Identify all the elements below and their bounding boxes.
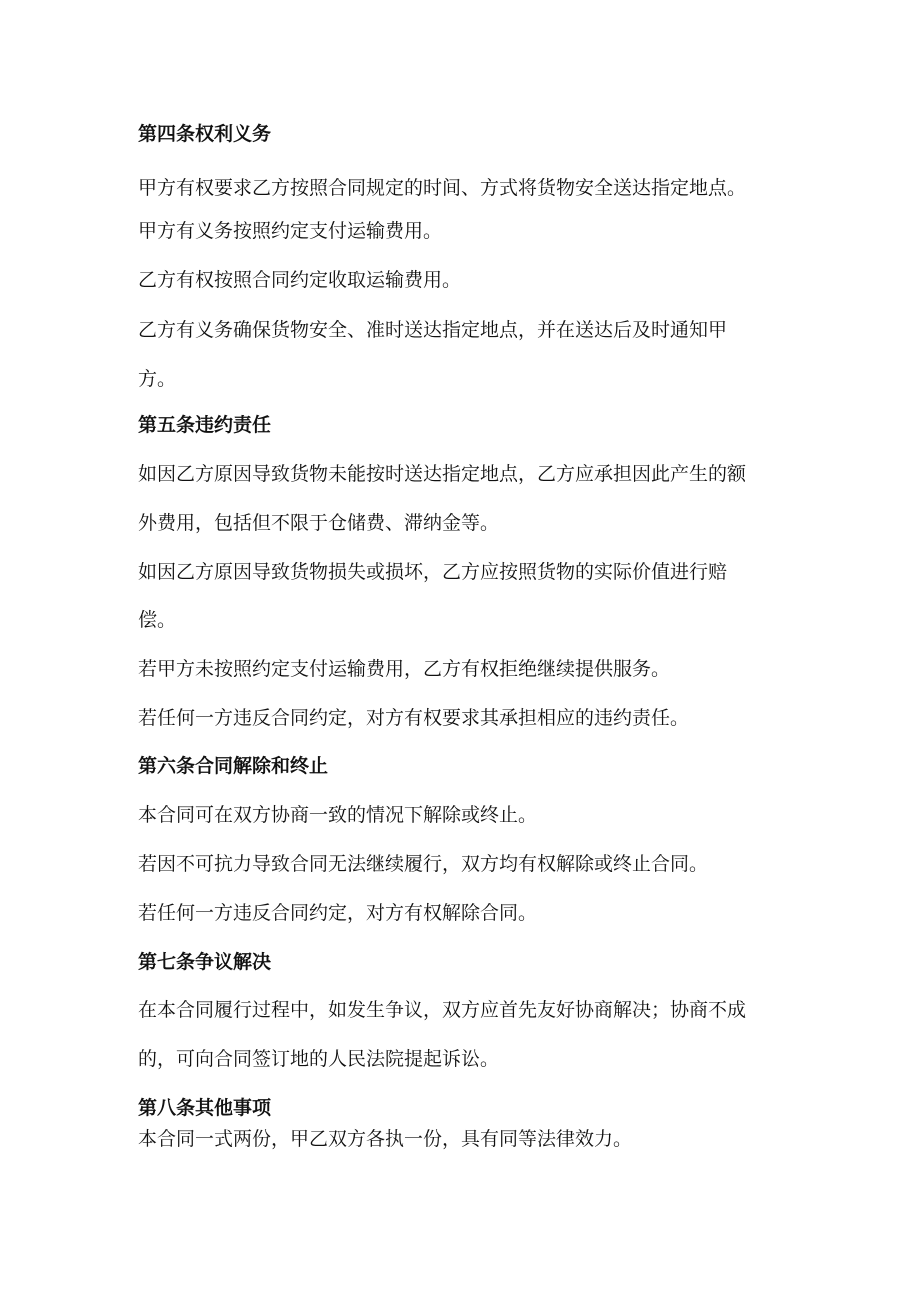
article-4-paragraph-4-line-1: 乙方有义务确保货物安全、准时送达指定地点，并在送达后及时通知甲 — [138, 319, 728, 341]
article-7-heading: 第七条争议解决 — [138, 951, 272, 973]
article-5-heading: 第五条违约责任 — [138, 414, 272, 436]
article-5-paragraph-1-line-2: 外费用，包括但不限于仓储费、滞纳金等。 — [138, 512, 500, 534]
article-7-paragraph-1-line-2: 的，可向合同签订地的人民法院提起诉讼。 — [138, 1048, 500, 1070]
article-7-paragraph-1-line-1: 在本合同履行过程中，如发生争议，双方应首先友好协商解决；协商不成 — [138, 999, 747, 1021]
article-8-heading: 第八条其他事项 — [138, 1097, 272, 1119]
article-6-heading: 第六条合同解除和终止 — [138, 755, 329, 777]
article-5-paragraph-2-line-2: 偿。 — [138, 609, 177, 631]
article-4-heading: 第四条权利义务 — [138, 123, 272, 145]
article-5-paragraph-2-line-1: 如因乙方原因导致货物损失或损坏，乙方应按照货物的实际价值进行赔 — [138, 561, 728, 583]
article-4-paragraph-1: 甲方有权要求乙方按照合同规定的时间、方式将货物安全送达指定地点。 — [138, 177, 747, 199]
article-6-paragraph-2: 若因不可抗力导致合同无法继续履行，双方均有权解除或终止合同。 — [138, 853, 709, 875]
article-5-paragraph-1-line-1: 如因乙方原因导致货物未能按时送达指定地点，乙方应承担因此产生的额 — [138, 463, 747, 485]
article-4-paragraph-4-line-2: 方。 — [138, 368, 177, 390]
article-8-paragraph-1: 本合同一式两份，甲乙双方各执一份，具有同等法律效力。 — [138, 1128, 633, 1150]
article-5-paragraph-3: 若甲方未按照约定支付运输费用，乙方有权拒绝继续提供服务。 — [138, 658, 671, 680]
article-4-paragraph-2: 甲方有义务按照约定支付运输费用。 — [138, 220, 443, 242]
article-6-paragraph-1: 本合同可在双方协商一致的情况下解除或终止。 — [138, 804, 538, 826]
article-5-paragraph-4: 若任何一方违反合同约定，对方有权要求其承担相应的违约责任。 — [138, 707, 690, 729]
article-4-paragraph-3: 乙方有权按照合同约定收取运输费用。 — [138, 269, 462, 291]
article-6-paragraph-3: 若任何一方违反合同约定，对方有权解除合同。 — [138, 902, 538, 924]
